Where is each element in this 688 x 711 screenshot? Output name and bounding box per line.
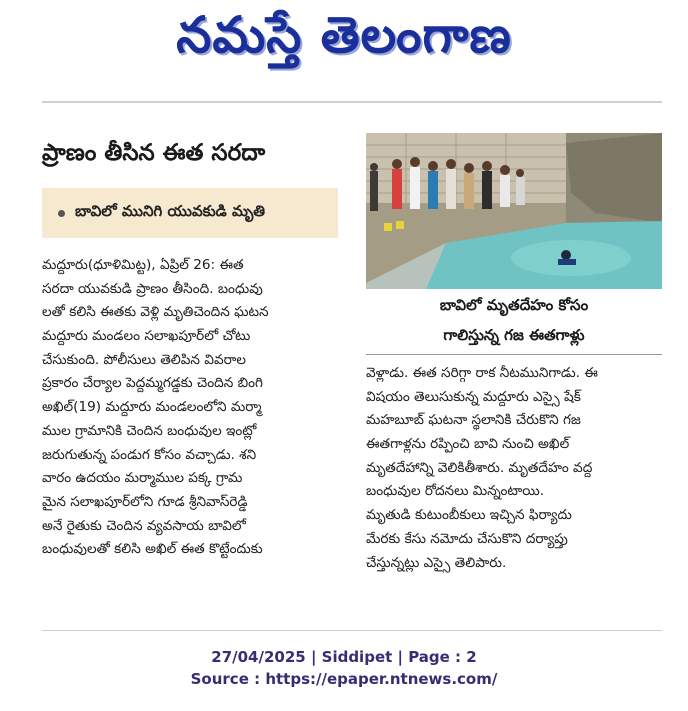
news-photo [366, 133, 662, 289]
article-text-line: ప్రకారం చేర్యాల పెద్దమ్మగడ్డకు చెందిన బింగి [42, 375, 263, 392]
article-text-line: చేసుకుంది. పోలీసులు తెలిపిన వివరాల [42, 351, 246, 368]
footer [0, 646, 688, 690]
article-text-line: మైన సలాఖపూర్‌లోని గూడ శ్రీనివాస్‌రెడ్డి [42, 493, 248, 510]
article-text-line: మహబూబ్ ఘటనా స్థలానికి చేరుకొని గజ [366, 412, 581, 429]
article-text-line: మృతదేహాన్ని వెలికితీశారు. మృతదేహం వద్ద [366, 459, 593, 476]
article-text-line: విషయం తెలుసుకున్న మద్దూరు ఎస్సై షేక్ [366, 388, 581, 405]
article-text-line: మృతుడి కుటుంబీకులు ఇచ్చిన ఫిర్యాదు [366, 507, 572, 524]
bullet-icon [58, 210, 65, 217]
article-text-line: వారం ఉదయం మర్మాముల పక్క గ్రామ [42, 470, 243, 487]
article-text-line: ముల గ్రామానికి చెందిన బంధువుల ఇంట్లో [42, 422, 257, 439]
article-headline: ప్రాణం తీసిన ఈత సరదా [42, 140, 266, 166]
article-column-right [366, 362, 664, 575]
caption-line-1: బావిలో మృతదేహం కోసం [439, 296, 589, 314]
article-text-line: ఈతగాళ్లను రప్పించి బావి నుంచి అఖిల్ [366, 436, 570, 453]
article-text-line: వెళ్లాడు. ఈత సరిగ్గా రాక నీటమునిగాడు. ఈ [366, 365, 598, 381]
article-text-line: మద్దూరు(ధూళిమిట్ట), ఏప్రిల్ 26: ఈత [42, 257, 244, 273]
article-text-line: మద్దూరు మండలం సలాఖపూర్‌లో చోటు [42, 328, 251, 345]
caption-divider [366, 354, 662, 355]
article-column-left [42, 254, 342, 562]
article-text-line: లతో కలిసి ఈతకు వెళ్లి మృతిచెందిన ఘటన [42, 304, 269, 321]
article-text-line: జరుగుతున్న పండుగ కోసం వచ్చాడు. శని [42, 446, 257, 463]
bottom-divider [42, 630, 662, 631]
article-text-line: అనే రైతుకు చెందిన వ్యవసాయ బావిలో [42, 517, 246, 534]
masthead [0, 0, 688, 98]
footer-source: Source : https://epaper.ntnews.com/ [190, 670, 498, 688]
photo-caption [392, 290, 636, 352]
top-divider [42, 101, 662, 103]
article-text-line: చేస్తున్నట్లు ఎస్సై తెలిపారు. [366, 554, 507, 571]
subhead-text: బావిలో మునిగి యువకుడి మృతి [75, 202, 265, 220]
article-text-line: మేరకు కేసు నమోదు చేసుకొని దర్యాప్తు [366, 530, 568, 547]
article-subhead [42, 188, 338, 238]
newspaper-logo-title: నమస్తే తెలంగాణ [176, 5, 512, 64]
well-rescue-photo [366, 133, 662, 289]
article-text-line: బంధువులతో కలిసి అఖిల్ ఈత కొట్టేందుకు [42, 541, 263, 558]
footer-date-edition: 27/04/2025 | Siddipet | Page : 2 [211, 648, 477, 666]
article-text-line: బంధువుల రోదనలు మిన్నంటాయి. [366, 483, 545, 500]
caption-line-2: గాలిస్తున్న గజ ఈతగాళ్లు [443, 326, 585, 344]
article-text-line: సరదా యువకుడి ప్రాణం తీసింది. బంధువు [42, 280, 263, 297]
article-text-line: అఖిల్(19) మద్దూరు మండలంలోని మర్మా [42, 399, 262, 416]
